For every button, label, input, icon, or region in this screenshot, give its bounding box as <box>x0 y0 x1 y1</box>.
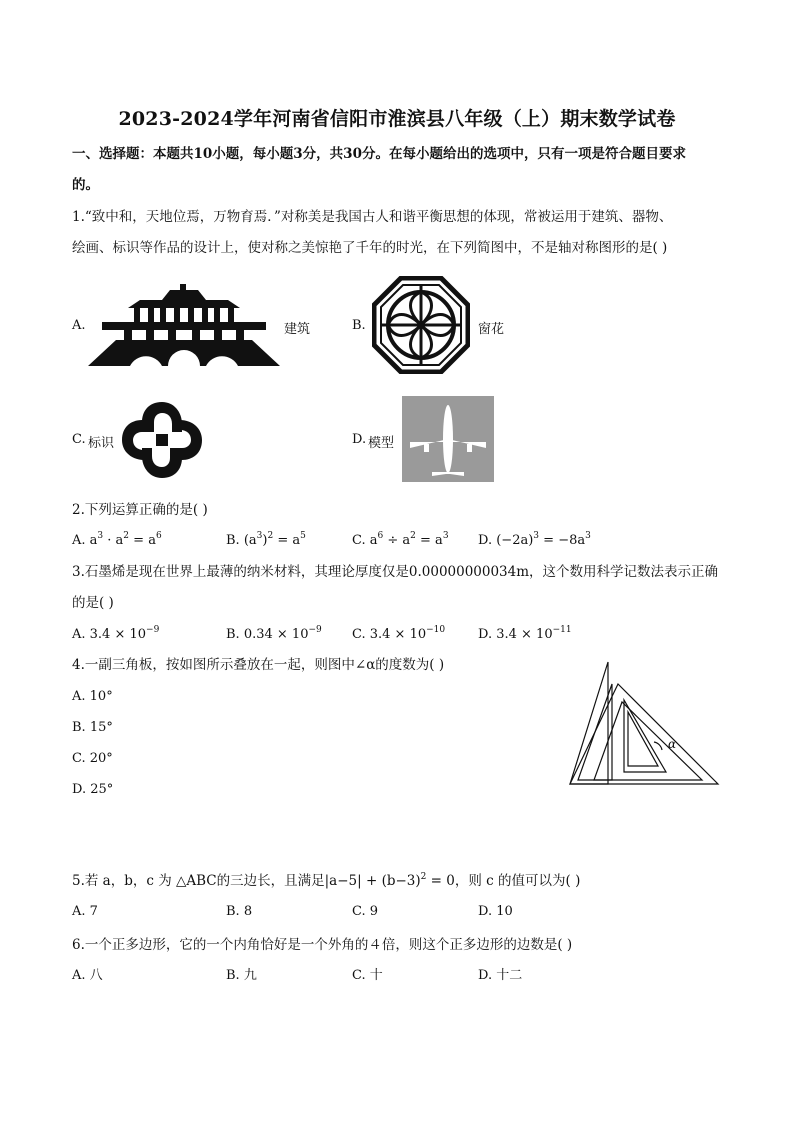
q2-option-c: C. $a^6 \div a^2 = a^3$ <box>352 531 449 548</box>
q6-stem: 6.一个正多边形，它的一个内角恰好是一个外角的４倍，则这个正多边形的边数是( ) <box>72 937 573 953</box>
q1-option-b-caption: 窗花 <box>478 322 505 337</box>
section-header-line2: 的。 <box>72 177 99 193</box>
q6-option-b: B. 九 <box>226 968 257 983</box>
q4-stem: 4.一副三角板，按如图所示叠放在一起，则图中∠α的度数为( ) <box>72 657 445 673</box>
logo-icon <box>120 400 204 480</box>
q2-stem: 2.下列运算正确的是( ) <box>72 502 208 518</box>
section-header-line1: 一、选择题：本题共10小题，每小题3分，共30分。在每小题给出的选项中，只有一项是符合题目要求 <box>72 146 686 162</box>
q5-stem: 5.若 a，b，c 为 △ABC的三边长，且满足$|a-5| + (b-3)^2 = 0$，则 c 的值可以为( ) <box>72 872 581 889</box>
q4-option-c: C. 20° <box>72 751 113 766</box>
q6-option-c: C. 十 <box>352 968 383 983</box>
q2-option-a: A. $a^3 \cdot a^2 = a^6$ <box>72 531 162 548</box>
q1-option-c-letter: C. <box>72 432 86 447</box>
q6-option-d: D. 十二 <box>478 968 523 983</box>
q1-option-a-caption: 建筑 <box>284 322 311 337</box>
q2-option-b: B. $(a^3)^2 = a^5$ <box>226 531 306 548</box>
q4-option-a: A. 10° <box>72 689 113 704</box>
q5-option-d: D. 10 <box>478 904 513 919</box>
q1-option-d-letter: D. <box>352 432 367 447</box>
page-title: 2023-2024学年河南省信阳市淮滨县八年级（上）期末数学试卷 <box>118 108 676 130</box>
q1-stem-line1: 1.“致中和，天地位焉，万物育焉．”对称美是我国古人和谐平衡思想的体现，常被运用于建筑、器物、 <box>72 209 673 225</box>
q3-stem-line1: 3.石墨烯是现在世界上最薄的纳米材料，其理论厚度仅是0.00000000034m，这个数用科学记数法表示正确 <box>72 564 719 580</box>
q6-option-a: A. 八 <box>72 968 103 983</box>
q3-option-a: A. $3.4 \times 10^{-9}$ <box>72 625 160 642</box>
alpha-angle-label: α <box>668 737 677 751</box>
q1-stem-line2: 绘画、标识等作品的设计上，使对称之美惊艳了千年的时光，在下列简图中，不是轴对称图形的是( ) <box>72 240 668 256</box>
q5-option-b: B. 8 <box>226 904 253 919</box>
q4-option-b: B. 15° <box>72 720 113 735</box>
q2-option-d: D. $(-2a)^3 = -8a^3$ <box>478 531 591 548</box>
q3-option-b: B. $0.34 \times 10^{-9}$ <box>226 625 322 642</box>
set-square-figure <box>566 660 722 790</box>
q3-option-d: D. $3.4 \times 10^{-11}$ <box>478 625 572 642</box>
q1-option-c-caption: 标识 <box>88 436 115 451</box>
building-icon <box>88 282 280 368</box>
q4-option-d: D. 25° <box>72 782 114 797</box>
q1-option-d-caption: 模型 <box>368 436 395 451</box>
airplane-icon <box>402 396 494 482</box>
q1-option-a-letter: A. <box>72 318 86 333</box>
q5-option-a: A. 7 <box>72 904 98 919</box>
q5-option-c: C. 9 <box>352 904 379 919</box>
window-lattice-icon <box>372 276 470 374</box>
q1-option-b-letter: B. <box>352 318 366 333</box>
q3-option-c: C. $3.4 \times 10^{-10}$ <box>352 625 446 642</box>
q3-stem-line2: 的是( ) <box>72 595 114 611</box>
